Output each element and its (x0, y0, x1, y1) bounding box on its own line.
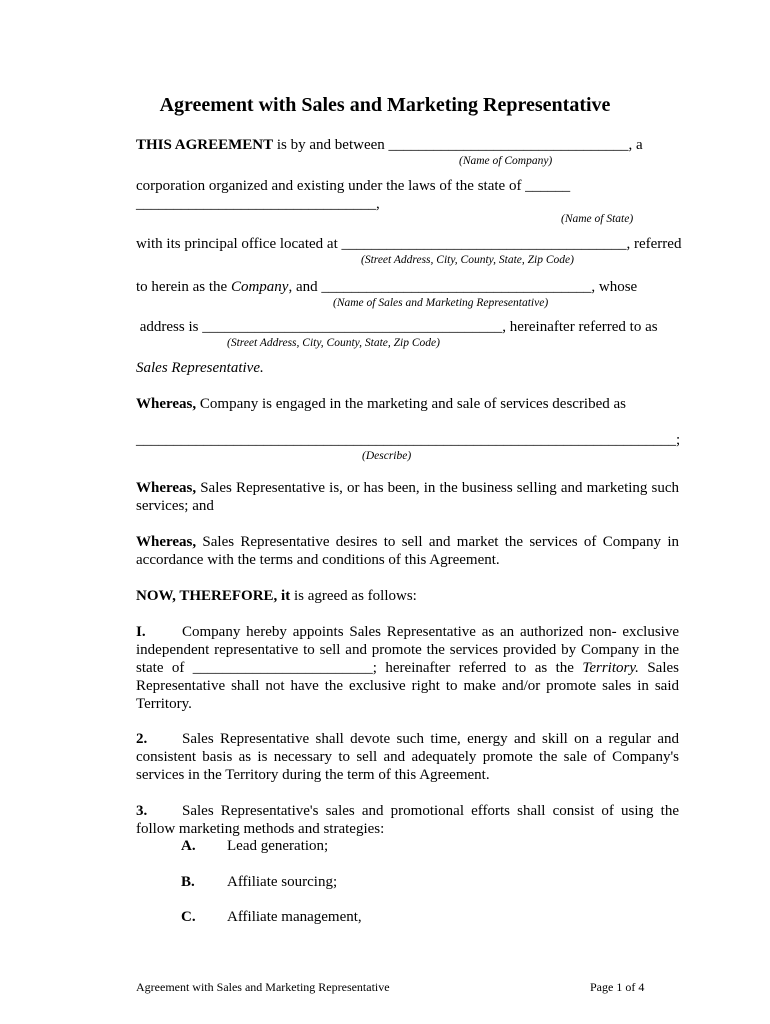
intro-line-5-a: to herein as the (136, 279, 231, 295)
clause-1-number: I. (136, 624, 146, 640)
now-therefore-text: is agreed as follows: (290, 588, 417, 604)
clause-3-text: Sales Representative's sales and promotional efforts shall consist of using the follow marketing methods and strategies: (136, 803, 679, 837)
intro-line-6: address is ________________________________________, hereinafter referred to as (136, 319, 658, 335)
whereas-3-lead: Whereas, (136, 534, 197, 550)
representative-address-caption: (Street Address, City, County, State, Zip Code) (227, 337, 440, 349)
whereas-2-text: Sales Representative is, or has been, in the business selling and marketing such services; and (136, 480, 679, 514)
describe-blank-line: ________________________________________________________________________; (136, 432, 681, 448)
intro-line-4: with its principal office located at ______________________________________, referred (136, 236, 682, 252)
state-name-caption: (Name of State) (561, 213, 634, 225)
company-term: Company (230, 279, 289, 295)
page-number: Page 1 of 4 (590, 980, 645, 994)
intro-line-5 (136, 278, 637, 296)
agreement-lead: THIS AGREEMENT (136, 137, 274, 153)
whereas-1-lead: Whereas, (136, 396, 197, 412)
clause-1-text-a: Company hereby appoints Sales Representative as an authorized non- exclusive independent representative to sell and promote the services provided by Company in the state of ________________________; hereinafter referred to as the (136, 624, 679, 676)
intro-line-1-text: is by and between ________________________________, a (273, 137, 643, 153)
intro-line-5-b: , and ____________________________________, whose (288, 279, 638, 295)
intro-line-3: ________________________________, (136, 196, 380, 212)
intro-line-2: corporation organized and existing under the laws of the state of ______ (136, 178, 571, 194)
intro-line-1 (136, 136, 643, 154)
method-a-letter: A. (181, 838, 196, 854)
clause-3 (136, 802, 679, 838)
whereas-1-text: Company is engaged in the marketing and sale of services described as (196, 396, 627, 412)
clause-2 (136, 730, 679, 784)
clause-2-number: 2. (136, 731, 148, 747)
describe-caption: (Describe) (362, 450, 412, 462)
whereas-3-text: Sales Representative desires to sell and market the services of Company in accordance with the terms and conditions of this Agreement. (136, 534, 679, 568)
now-therefore-lead: NOW, THEREFORE, it (136, 588, 291, 604)
office-address-caption: (Street Address, City, County, State, Zip Code) (361, 254, 574, 266)
method-c-text: Affiliate management, (227, 909, 362, 925)
method-b-text: Affiliate sourcing; (227, 874, 338, 890)
clause-1-text-b: Sales Representative shall not have the exclusive right to make and/or promote sales in said Territory. (136, 660, 679, 712)
page-title: Agreement with Sales and Marketing Representative (159, 94, 611, 116)
method-b-letter: B. (181, 874, 195, 890)
representative-name-caption: (Name of Sales and Marketing Representative) (333, 297, 549, 309)
whereas-2-lead: Whereas, (136, 480, 197, 496)
now-therefore (136, 587, 417, 605)
sales-representative-term: Sales Representative. (136, 360, 264, 376)
whereas-3 (136, 533, 679, 569)
footer-title: Agreement with Sales and Marketing Representative (136, 980, 390, 994)
method-a-text: Lead generation; (227, 838, 329, 854)
whereas-2 (136, 479, 679, 515)
clause-2-text: Sales Representative shall devote such time, energy and skill on a regular and consistent basis as is necessary to sell and adequately promote the sale of Company's services in the Territory during the term of this Agreement. (136, 731, 679, 783)
clause-3-number: 3. (136, 803, 148, 819)
method-c-letter: C. (181, 909, 196, 925)
whereas-1 (136, 395, 626, 413)
clause-1 (136, 623, 679, 713)
territory-term: Territory. (582, 660, 639, 676)
company-name-caption: (Name of Company) (459, 155, 553, 167)
